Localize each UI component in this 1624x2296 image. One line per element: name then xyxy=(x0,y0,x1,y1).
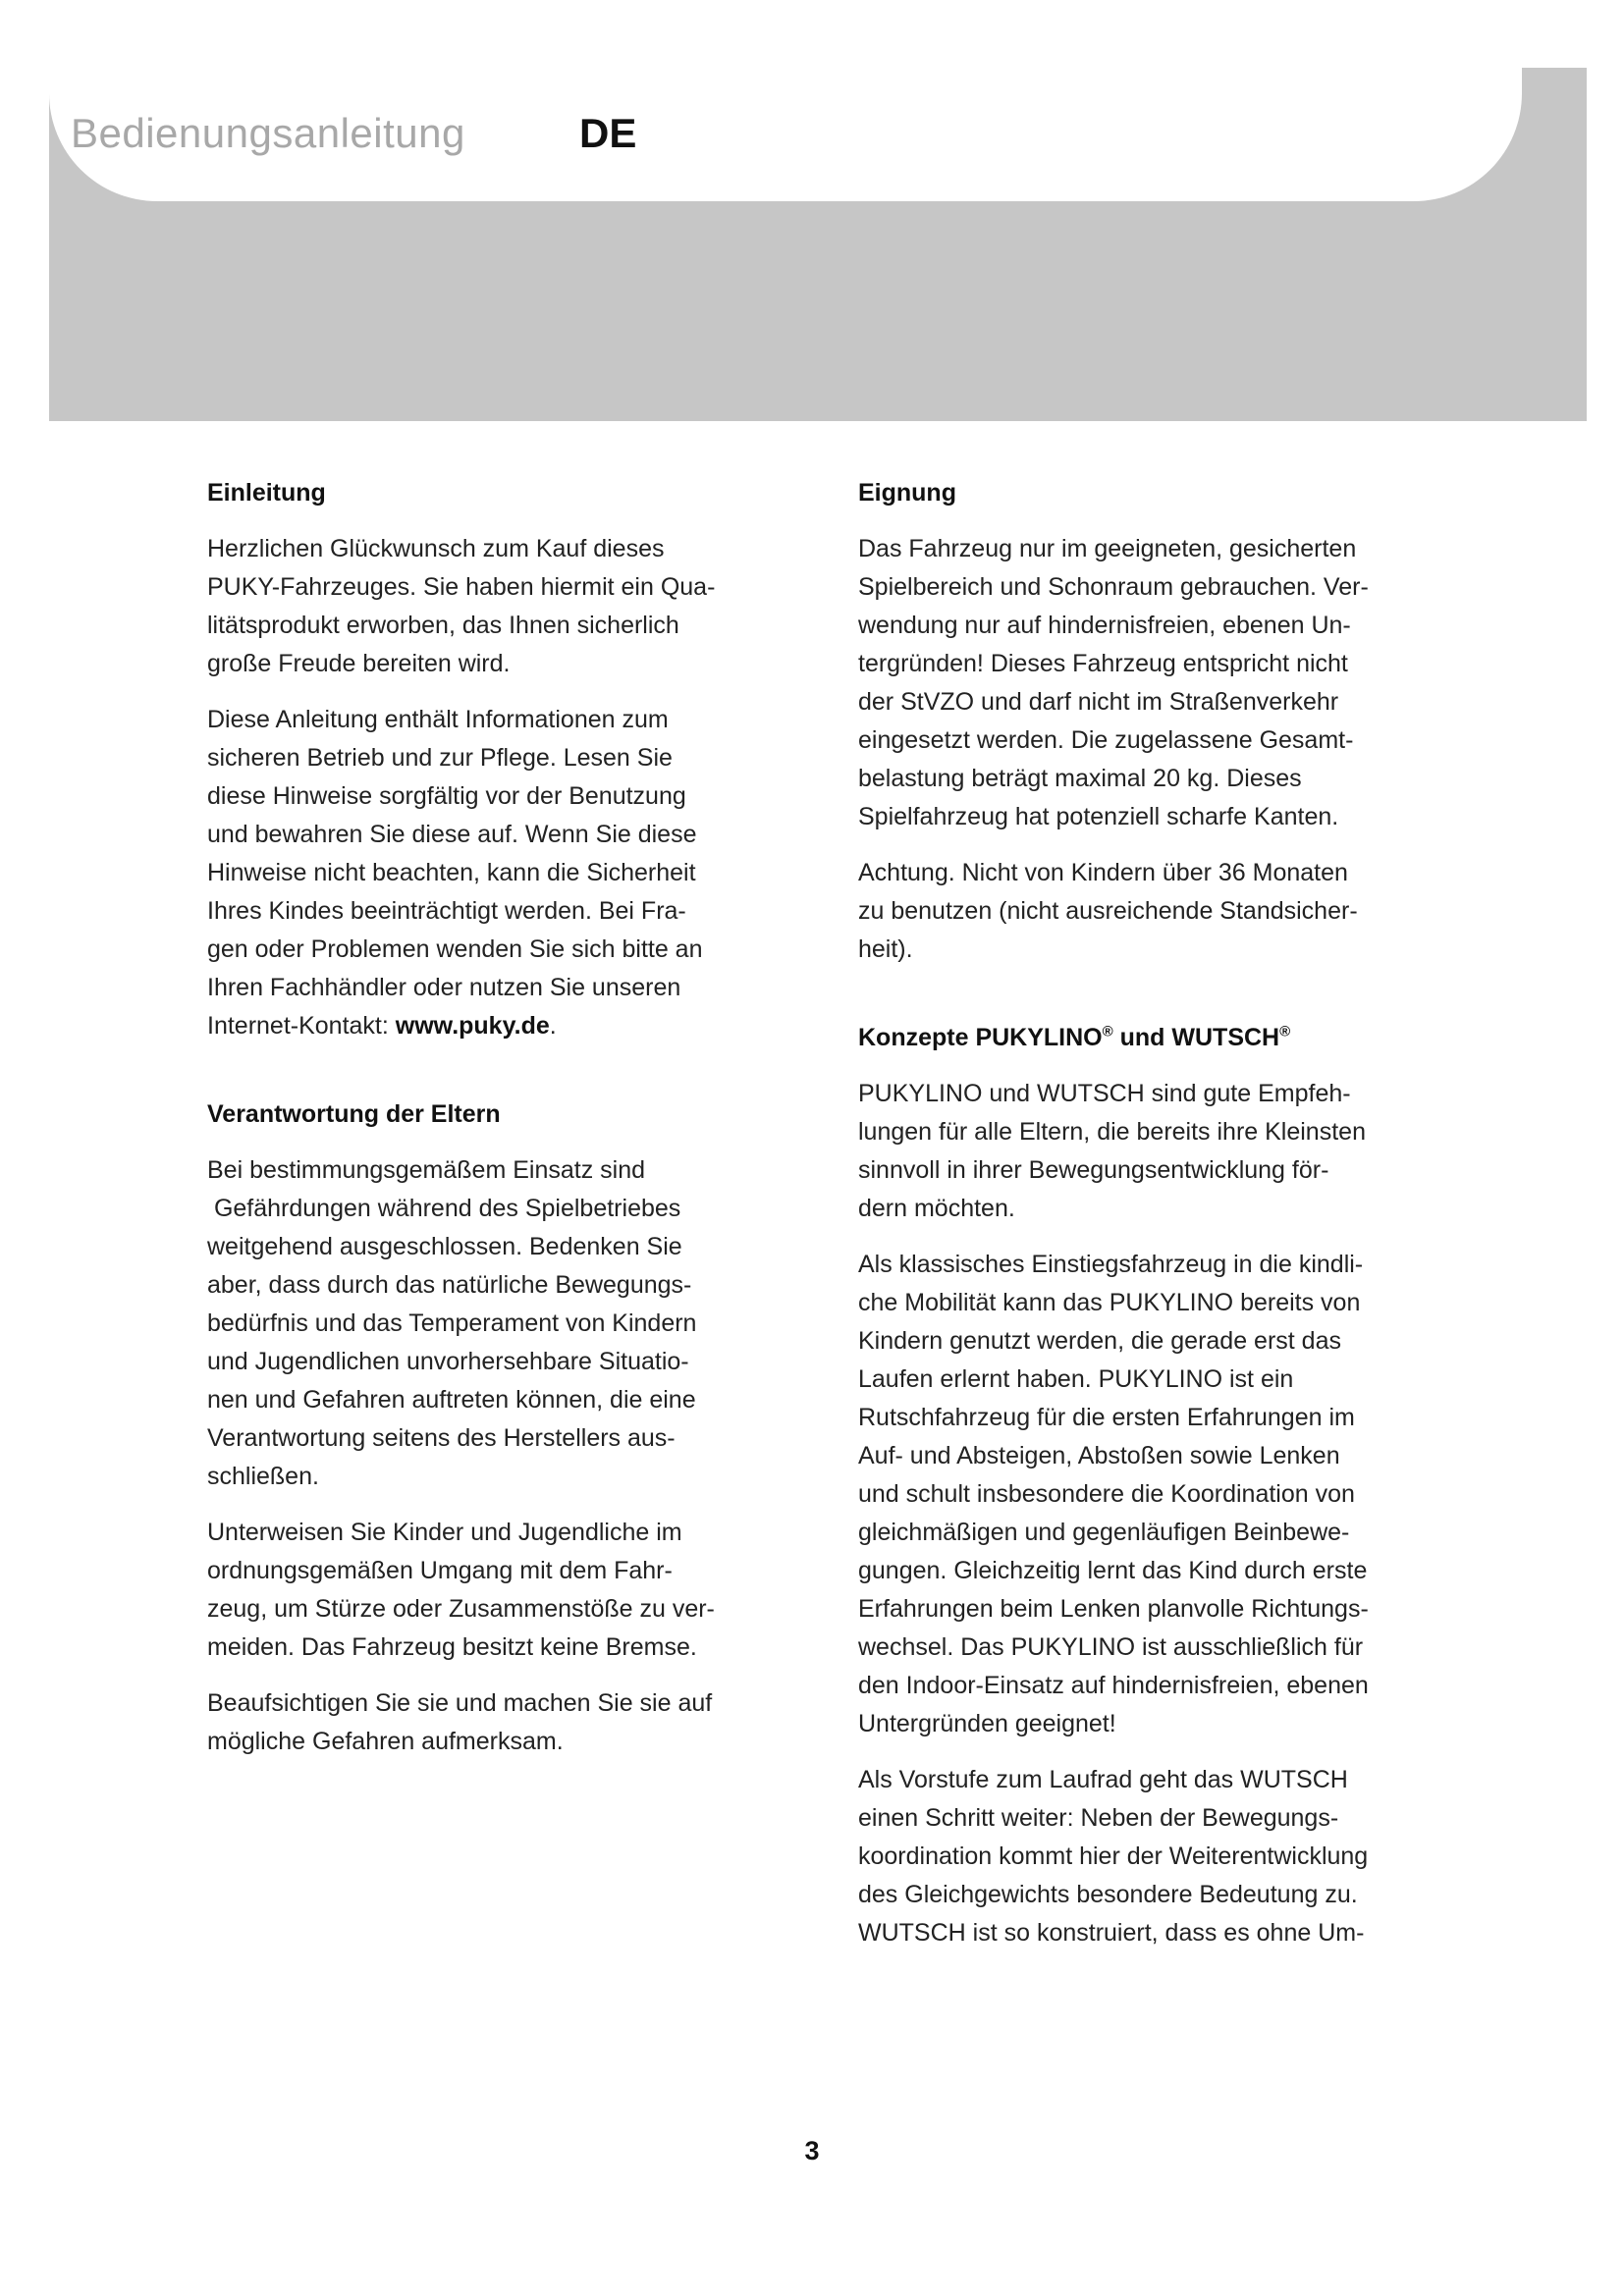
text-line: Erfahrungen beim Lenken planvolle Richtungs- xyxy=(858,1595,1369,1623)
text-line: tergründen! Dieses Fahrzeug entspricht nicht xyxy=(858,650,1348,677)
text-line: Auf- und Absteigen, Abstoßen sowie Lenken xyxy=(858,1442,1340,1469)
text-line: Als Vorstufe zum Laufrad geht das WUTSCH xyxy=(858,1766,1348,1793)
text-line: und bewahren Sie diese auf. Wenn Sie diese xyxy=(207,821,697,848)
text-line: schließen. xyxy=(207,1463,319,1490)
text-line: Herzlichen Glückwunsch zum Kauf dieses xyxy=(207,535,665,562)
text-line: Ihres Kindes beeinträchtigt werden. Bei Fra- xyxy=(207,897,686,925)
text-line: Als klassisches Einstiegsfahrzeug in die kindli- xyxy=(858,1251,1364,1278)
text-line: Spielbereich und Schonraum gebrauchen. Ver- xyxy=(858,573,1369,601)
text-line: sicheren Betrieb und zur Pflege. Lesen Sie xyxy=(207,744,673,772)
text-line: aber, dass durch das natürliche Bewegungs- xyxy=(207,1271,692,1299)
text-line: Untergründen geeignet! xyxy=(858,1710,1116,1737)
text-line: und schult insbesondere die Koordination von xyxy=(858,1480,1355,1508)
text-line: gungen. Gleichzeitig lernt das Kind durch erste xyxy=(858,1557,1368,1584)
text-line: Das Fahrzeug nur im geeigneten, gesicherten xyxy=(858,535,1357,562)
left-column xyxy=(207,477,796,1779)
text-line: meiden. Das Fahrzeug besitzt keine Bremse. xyxy=(207,1633,697,1661)
right-column xyxy=(858,477,1447,1970)
text-line: WUTSCH ist so konstruiert, dass es ohne Um- xyxy=(858,1919,1365,1947)
text-line: der StVZO und darf nicht im Straßenverkehr xyxy=(858,688,1339,716)
text-line: litätsprodukt erworben, das Ihnen sicherlich xyxy=(207,612,679,639)
text-line: große Freude bereiten wird. xyxy=(207,650,511,677)
text-line-prefix: Internet-Kontakt: xyxy=(207,1012,396,1040)
heading-eignung: Eignung xyxy=(858,479,956,507)
text-line: heit). xyxy=(858,935,913,963)
text-line: des Gleichgewichts besondere Bedeutung zu. xyxy=(858,1881,1358,1908)
paragraph xyxy=(858,1075,1447,1228)
text-line: Hinweise nicht beachten, kann die Sicherheit xyxy=(207,859,696,886)
page-number: 3 xyxy=(804,2136,820,2165)
text-line: gleichmäßigen und gegenläufigen Beinbewe- xyxy=(858,1519,1350,1546)
text-line: che Mobilität kann das PUKYLINO bereits von xyxy=(858,1289,1361,1316)
text-line: Rutschfahrzeug für die ersten Erfahrungen im xyxy=(858,1404,1355,1431)
paragraph xyxy=(207,701,796,1045)
text-line: Achtung. Nicht von Kindern über 36 Monaten xyxy=(858,859,1348,886)
paragraph xyxy=(207,1684,796,1761)
text-line: eingesetzt werden. Die zugelassene Gesamt- xyxy=(858,726,1354,754)
text-line: den Indoor-Einsatz auf hindernisfreien, ebenen xyxy=(858,1672,1369,1699)
paragraph xyxy=(858,1761,1447,1952)
text-line: weitgehend ausgeschlossen. Bedenken Sie xyxy=(207,1233,682,1260)
text-line: mögliche Gefahren aufmerksam. xyxy=(207,1728,564,1755)
manual-title: Bedienungsanleitung xyxy=(71,110,465,156)
text-line: Spielfahrzeug hat potenziell scharfe Kanten. xyxy=(858,803,1339,830)
text-line: Kindern genutzt werden, die gerade erst das xyxy=(858,1327,1341,1355)
website-link[interactable]: www.puky.de xyxy=(395,1012,550,1040)
text-line: Laufen erlernt haben. PUKYLINO ist ein xyxy=(858,1365,1294,1393)
text-line: einen Schritt weiter: Neben der Bewegungs- xyxy=(858,1804,1339,1832)
text-line: bedürfnis und das Temperament von Kindern xyxy=(207,1309,697,1337)
text-line-suffix: . xyxy=(549,1012,557,1040)
heading-einleitung: Einleitung xyxy=(207,479,326,507)
text-line: sinnvoll in ihrer Bewegungsentwicklung för- xyxy=(858,1156,1329,1184)
text-line: PUKY-Fahrzeuges. Sie haben hiermit ein Qua- xyxy=(207,573,716,601)
text-line: Verantwortung seitens des Herstellers aus- xyxy=(207,1424,676,1452)
text-line: wechsel. Das PUKYLINO ist ausschließlich für xyxy=(858,1633,1364,1661)
text-line: wendung nur auf hindernisfreien, ebenen Un- xyxy=(858,612,1351,639)
paragraph xyxy=(207,1151,796,1496)
text-line: ordnungsgemäßen Umgang mit dem Fahr- xyxy=(207,1557,673,1584)
text-line: koordination kommt hier der Weiterentwicklung xyxy=(858,1842,1369,1870)
text-line: lungen für alle Eltern, die bereits ihre Kleinsten xyxy=(858,1118,1366,1146)
paragraph xyxy=(858,854,1447,969)
text-line: Unterweisen Sie Kinder und Jugendliche im xyxy=(207,1519,682,1546)
heading-text: und WUTSCH xyxy=(1112,1024,1280,1051)
language-code: DE xyxy=(579,110,637,156)
paragraph xyxy=(207,1514,796,1667)
paragraph xyxy=(207,530,796,683)
text-line: Diese Anleitung enthält Informationen zum xyxy=(207,706,669,733)
text-line: zeug, um Stürze oder Zusammenstöße zu ver- xyxy=(207,1595,715,1623)
text-line: Bei bestimmungsgemäßem Einsatz sind xyxy=(207,1156,646,1184)
text-line: gen oder Problemen wenden Sie sich bitte an xyxy=(207,935,703,963)
text-line: zu benutzen (nicht ausreichende Standsicher- xyxy=(858,897,1358,925)
text-line: diese Hinweise sorgfältig vor der Benutzung xyxy=(207,782,686,810)
text-line: Ihren Fachhändler oder nutzen Sie unseren xyxy=(207,974,681,1001)
registered-mark: ® xyxy=(1279,1023,1291,1041)
text-line: belastung beträgt maximal 20 kg. Dieses xyxy=(858,765,1302,792)
text-line: Beaufsichtigen Sie sie und machen Sie sie auf xyxy=(207,1689,713,1717)
text-line: PUKYLINO und WUTSCH sind gute Empfeh- xyxy=(858,1080,1351,1107)
text-line: Gefährdungen während des Spielbetriebes xyxy=(207,1195,681,1222)
paragraph xyxy=(858,1246,1447,1743)
heading-konzepte xyxy=(858,1022,1447,1053)
text-line: nen und Gefahren auftreten können, die eine xyxy=(207,1386,696,1414)
heading-verantwortung: Verantwortung der Eltern xyxy=(207,1100,501,1128)
paragraph xyxy=(858,530,1447,836)
heading-text: Konzepte PUKYLINO xyxy=(858,1024,1103,1051)
text-line: dern möchten. xyxy=(858,1195,1015,1222)
text-line: und Jugendlichen unvorhersehbare Situatio- xyxy=(207,1348,689,1375)
registered-mark: ® xyxy=(1102,1023,1113,1041)
